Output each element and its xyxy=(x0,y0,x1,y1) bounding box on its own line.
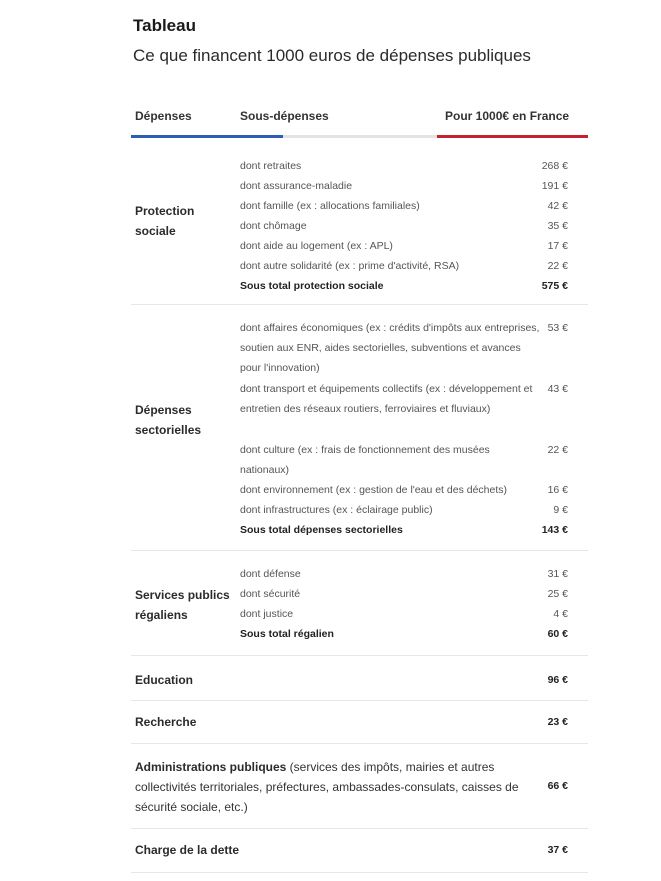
page-subtitle: Ce que financent 1000 euros de dépenses publiques xyxy=(133,46,531,65)
table-row xyxy=(240,318,588,378)
section-services-regaliens xyxy=(131,564,588,646)
education-label: Education xyxy=(135,673,194,687)
subtotal-label: Sous total dépenses sectorielles xyxy=(240,524,403,536)
subtotal-value: 60 € xyxy=(547,628,568,640)
row-value: 35 € xyxy=(547,220,568,232)
row-value: 191 € xyxy=(541,180,568,192)
table-row xyxy=(240,156,588,176)
header-sous-depenses: Sous-dépenses xyxy=(240,109,329,123)
row-value: 4 € xyxy=(553,608,568,620)
row-label: dont transport et équipements collectifs (ex : développement et entretien des réseaux routiers, ferroviaires et fluviaux) xyxy=(240,383,533,415)
education-value: 96 € xyxy=(547,674,568,686)
table-row xyxy=(240,256,588,276)
dette-value: 37 € xyxy=(547,844,568,856)
row-label: dont infrastructures (ex : éclairage public) xyxy=(240,504,433,516)
page-title: Tableau xyxy=(133,16,196,35)
section-depenses-sectorielles xyxy=(131,318,588,543)
table-row xyxy=(240,379,588,419)
row-value: 43 € xyxy=(547,383,568,395)
row-value: 53 € xyxy=(547,322,568,334)
header-montant: Pour 1000€ en France xyxy=(445,109,570,123)
header-bar-blue xyxy=(131,135,283,138)
table-row xyxy=(240,196,588,216)
header-depenses: Dépenses xyxy=(135,109,192,123)
section-divider xyxy=(131,872,588,873)
row-label: dont environnement (ex : gestion de l'eau et des déchets) xyxy=(240,484,508,496)
header-bar-white xyxy=(283,135,437,138)
row-value: 22 € xyxy=(547,444,568,456)
subtotal-value: 143 € xyxy=(541,524,568,536)
table-row xyxy=(240,236,588,256)
row-label: dont aide au logement (ex : APL) xyxy=(240,240,393,252)
table-row xyxy=(240,604,588,624)
row-value: 25 € xyxy=(547,588,568,600)
administrations-label: Administrations publiques xyxy=(135,760,287,774)
row-value: 17 € xyxy=(547,240,568,252)
table-row xyxy=(240,584,588,604)
table-row xyxy=(240,216,588,236)
table-row xyxy=(240,480,588,500)
table-row xyxy=(240,176,588,196)
table-row xyxy=(240,440,588,480)
section-divider xyxy=(131,700,588,701)
row-label: dont affaires économiques (ex : crédits d'impôts aux entreprises, soutien aux ENR, aides sectorielles, subventions et avances pour l'innovation) xyxy=(240,322,540,374)
category-label: Services publics régaliens xyxy=(135,588,230,622)
section-divider xyxy=(131,828,588,829)
category-label: Protection sociale xyxy=(135,204,195,238)
header-bar-red xyxy=(437,135,588,138)
row-label: dont assurance-maladie xyxy=(240,180,353,192)
subtotal-label: Sous total protection sociale xyxy=(240,280,384,292)
subtotal-row xyxy=(240,520,588,540)
section-divider xyxy=(131,743,588,744)
administrations-value: 66 € xyxy=(547,780,568,792)
row-label: dont famille (ex : allocations familiales) xyxy=(240,200,420,212)
row-label: dont défense xyxy=(240,568,301,580)
subtotal-row xyxy=(240,276,588,296)
subtotal-label: Sous total régalien xyxy=(240,628,334,640)
subtotal-row xyxy=(240,624,588,644)
row-label: dont autre solidarité (ex : prime d'activité, RSA) xyxy=(240,260,460,272)
administrations-text xyxy=(135,757,525,817)
row-label: dont culture (ex : frais de fonctionnement des musées nationaux) xyxy=(240,444,490,476)
section-protection-sociale xyxy=(131,156,588,302)
recherche-value: 23 € xyxy=(547,716,568,728)
row-label: dont justice xyxy=(240,608,294,620)
section-divider xyxy=(131,304,588,305)
category-label: Dépenses sectorielles xyxy=(135,403,202,437)
administrations-description: (services des impôts, mairies et autres collectivités territoriales, préfectures, ambassades-consulats, caisses de sécurité sociale, etc.) xyxy=(135,760,519,814)
section-divider xyxy=(131,550,588,551)
recherche-label: Recherche xyxy=(135,715,197,729)
row-value: 16 € xyxy=(547,484,568,496)
table-row xyxy=(240,564,588,584)
row-value: 9 € xyxy=(553,504,568,516)
subtotal-value: 575 € xyxy=(541,280,568,292)
section-divider xyxy=(131,655,588,656)
row-value: 31 € xyxy=(547,568,568,580)
row-label: dont sécurité xyxy=(240,588,301,600)
table-row xyxy=(240,500,588,520)
row-value: 268 € xyxy=(541,160,568,172)
row-value: 42 € xyxy=(547,200,568,212)
row-label: dont chômage xyxy=(240,220,307,232)
row-label: dont retraites xyxy=(240,160,302,172)
dette-label: Charge de la dette xyxy=(135,843,240,857)
row-value: 22 € xyxy=(547,260,568,272)
